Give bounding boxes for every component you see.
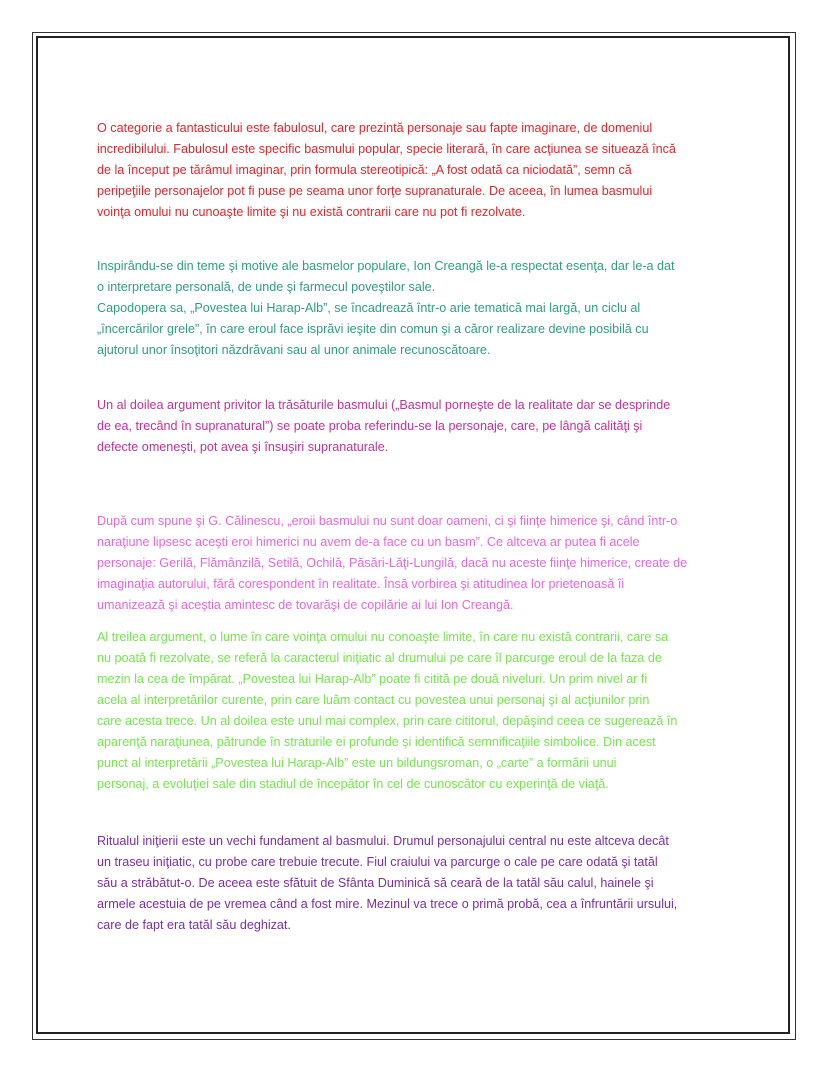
text-line: O categorie a fantasticului este fabulosul, care prezintă personaje sau fapte imaginare, de domeniul bbox=[97, 121, 653, 135]
text-line: incredibilului. Fabulosul este specific basmului popular, specie literară, în care acţiunea se situează încă bbox=[97, 142, 676, 156]
text-line: nu poată fi rezolvate, se referă la caracterul iniţiatic al drumului pe care îl parcurge eroul de la faza de bbox=[97, 651, 662, 665]
text-line: punct al interpretării „Povestea lui Harap-Alb” este un bildungsroman, o „carte” a formării unui bbox=[97, 756, 617, 770]
text-line: un traseu iniţiatic, cu probe care trebuie trecute. Fiul craiului va parcurge o cale pe care odată şi tatăl bbox=[97, 855, 658, 869]
text-line: ajutorul unor însoţitori năzdrăvani sau al unor animale recunoscătoare. bbox=[97, 343, 491, 357]
text-line: de la început pe tărâmul imaginar, prin formula stereotipică: „A fost odată ca niciodată”, semn că bbox=[97, 163, 632, 177]
paragraph-initiation-ritual bbox=[97, 831, 747, 936]
text-line: Inspirându-se din teme şi motive ale basmelor populare, Ion Creangă le-a respectat esenţa, dar le-a dat bbox=[97, 259, 675, 273]
text-line: care acesta trece. Un al doilea este unul mai complex, prin care cititorul, depăşind ceea ce sugerează în bbox=[97, 714, 678, 728]
text-line: armele acestuia de pe vremea când a fost mire. Mezinul va trece o primă probă, cea a înfruntării ursului, bbox=[97, 897, 678, 911]
text-line: de ea, trecând în supranatural”) se poate proba referindu-se la personaje, care, pe lângă calităţi şi bbox=[97, 419, 643, 433]
text-line: aparenţă naraţiunea, pătrunde în straturile ei profunde şi identifică semnificaţiile simbolice. Din acest bbox=[97, 735, 656, 749]
text-line: acela al interpretărilor curente, prin care luăm contact cu povestea unui personaj şi al acţiunilor prin bbox=[97, 693, 650, 707]
text-line: Capodopera sa, „Povestea lui Harap-Alb”, se încadrează într-o arie tematică mai largă, un ciclu al bbox=[97, 301, 641, 315]
text-line: care de fapt era tatăl său deghizat. bbox=[97, 918, 291, 932]
text-line: imaginaţia autorului, fără corespondent în realitate. Însă vorbirea şi atitudinea lor prietenoasă îi bbox=[97, 577, 625, 591]
paragraph-fabulous bbox=[97, 118, 747, 223]
text-line: Ritualul iniţierii este un vechi fundament al basmului. Drumul personajului central nu este altceva decât bbox=[97, 834, 669, 848]
text-line: „încercărilor grele”, în care eroul face isprăvi ieşite din comun şi a căror realizare devine posibilă cu bbox=[97, 322, 649, 336]
paragraph-creanga-inspiration bbox=[97, 256, 747, 361]
text-line: voinţa omului nu cunoaşte limite şi nu există contrarii care nu pot fi rezolvate. bbox=[97, 205, 526, 219]
text-line: naraţiune lipsesc aceşti eroi himerici nu avem de-a face cu un basm”. Ce altceva ar putea fi acele bbox=[97, 535, 640, 549]
text-line: defecte omeneşti, pot avea şi însuşiri supranaturale. bbox=[97, 440, 389, 454]
text-line: personaj, a evoluţiei sale din stadiul de începător în cel de cunoscător cu experinţă de viaţă. bbox=[97, 777, 609, 791]
text-line: mezin la cea de împărat. „Povestea lui Harap-Alb” poate fi citită pe două niveluri. Un prim nivel ar fi bbox=[97, 672, 648, 686]
text-line: Al treilea argument, o lume în care voinţa omului nu conoaşte limite, în care nu există contrarii, care sa bbox=[97, 630, 669, 644]
paragraph-second-argument bbox=[97, 395, 747, 458]
text-line: După cum spune şi G. Călinescu, „eroii basmului nu sunt doar oameni, ci şi fiinţe himerice şi, când într-o bbox=[97, 514, 678, 528]
text-line: său a străbătut-o. De aceea este sfătuit de Sfânta Duminică să ceară de la tatăl său calul, hainele şi bbox=[97, 876, 654, 890]
text-line: o interpretare personală, de unde şi farmecul poveştilor sale. bbox=[97, 280, 436, 294]
paragraph-third-argument bbox=[97, 627, 747, 795]
text-line: Un al doilea argument privitor la trăsăturile basmului („Basmul porneşte de la realitate dar se desprinde bbox=[97, 398, 671, 412]
text-line: umanizează şi aceştia amintesc de tovarăşi de copilărie ai lui Ion Creangă. bbox=[97, 598, 514, 612]
text-line: peripeţiile personajelor pot fi puse pe seama unor forţe supranaturale. De aceea, în lumea basmului bbox=[97, 184, 653, 198]
paragraph-calinescu-quote bbox=[97, 511, 747, 616]
text-line: personaje: Gerilă, Flămânzilă, Setilă, Ochilă, Păsări-Lăţi-Lungilă, dacă nu aceste fiinţe himerice, create de bbox=[97, 556, 688, 570]
